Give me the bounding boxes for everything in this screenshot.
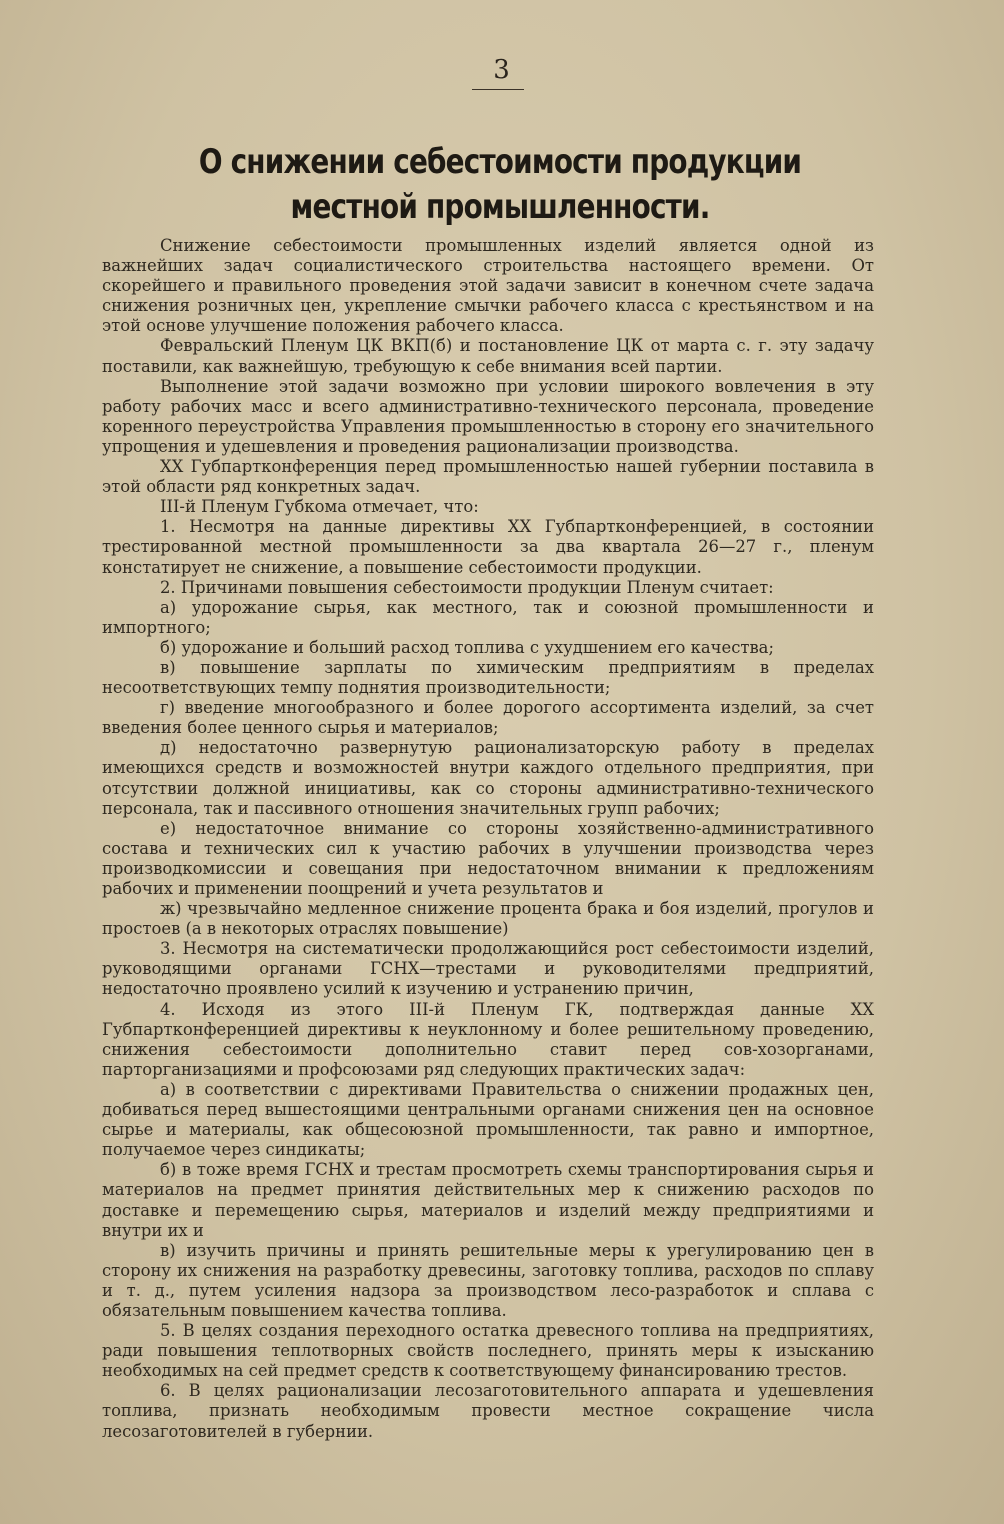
resolution-item: 5. В целях создания переходного остатка древесного топлива на предприятиях, ради повышения теплотворных свойств последнего, принять меры к изысканию необходимых на сей предмет средств к соответствующему финансированию трестов. xyxy=(102,1321,874,1381)
resolution-item: 3. Несмотря на систематически продолжающийся рост себестоимости изделий, руководящими органами ГСНХ—трестами и руководителями предприятий, недостаточно проявлено усилий к изучению и устранению причин, xyxy=(102,939,874,999)
paragraph: Февральский Пленум ЦК ВКП(б) и постановление ЦК от марта с. г. эту задачу поставили, как важнейшую, требующую к себе внимания всей партии. xyxy=(102,336,874,376)
sub-item: ж) чрезвычайно медленное снижение процента брака и боя изделий, прогулов и простоев (а в некоторых отраслях повышение) xyxy=(102,899,874,939)
paragraph: Выполнение этой задачи возможно при условии широкого вовлечения в эту работу рабочих масс и всего административно-технического персонала, проведение коренного переустройства Управления промышленностью в сторону его значительного упрощения и удешевления и проведения рационализации производства. xyxy=(102,376,874,456)
resolution-item: 2. Причинами повышения себестоимости продукции Пленум считает: xyxy=(160,577,774,597)
sub-item: в) изучить причины и принять решительные меры к урегулированию цен в сторону их снижения на разработку древесины, заготовку топлива, расходов по сплаву и т. д., путем усиления надзора за производством лесо-разработок и сплава с обязательным повышением качества топлива. xyxy=(102,1240,874,1320)
resolution-item: 4. Исходя из этого III-й Пленум ГК, подтверждая данные XX Губпартконференцией директивы к неуклонному и более решительному проведению, снижения себестоимости дополнительно ставит перед сов-хозорганами, парторганизациями и профсоюзами ряд следующих практических задач: xyxy=(102,999,874,1079)
resolution-item: 1. Несмотря на данные директивы XX Губпартконференцией, в состоянии трестированной местной промышленности за два квартала 26—27 г., пленум констатирует не снижение, а повышение себестоимости продукции. xyxy=(102,517,874,577)
sub-item: д) недостаточно развернутую рационализаторскую работу в пределах имеющихся средств и возможностей внутри каждого отдельного предприятия, при отсутствии должной инициативы, как со стороны административно-технического персонала, так и пассивного отношения значительных групп рабочих; xyxy=(102,738,874,818)
page-number: 3 xyxy=(493,55,511,85)
paragraph: Снижение себестоимости промышленных изделий является одной из важнейших задач социалистического строительства настоящего времени. От скорейшего и правильного проведения этой задачи зависит в конечном счете задача снижения розничных цен, укрепление смычки рабочего класса с крестьянством и на этой основе улучшение положения рабочего класса. xyxy=(102,236,874,336)
sub-item: г) введение многообразного и более дорогого ассортимента изделий, за счет введения более ценного сырья и материалов; xyxy=(102,698,874,738)
sub-item: б) удорожание и больший расход топлива с ухудшением его качества; xyxy=(160,637,774,657)
sub-item: а) удорожание сырья, как местного, так и союзной промышленности и импортного; xyxy=(102,597,874,637)
sub-item: а) в соответствии с директивами Правительства о снижении продажных цен, добиваться перед вышестоящими центральными органами снижения цен на основное сырье и материалы, как общесоюзной промышленности, так равно и импортное, получаемое через синдикаты; xyxy=(102,1079,874,1160)
body-text xyxy=(102,236,874,1442)
sub-item: б) в тоже время ГСНХ и трестам просмотреть схемы транспортирования сырья и материалов на предмет принятия действительных мер к снижению расходов по доставке и перемещению сырья, материалов и изделий между предприятиями и внутри их и xyxy=(102,1160,874,1240)
sub-item: е) недостаточное внимание со стороны хозяйственно-административного состава и технических сил к участию рабочих в улучшении производства через производкомиссии и совещания при недостаточном внимании к предложениям рабочих и применении поощрений и учета результатов и xyxy=(102,818,874,898)
document-title: О снижении себестоимости продукции местной промышленности. xyxy=(198,142,802,227)
paragraph: III-й Пленум Губкома отмечает, что: xyxy=(160,497,479,517)
resolution-item: 6. В целях рационализации лесозаготовительного аппарата и удешевления топлива, признать необходимым провести местное сокращение числа лесозаготовителей в губернии. xyxy=(102,1381,874,1441)
sub-item: в) повышение зарплаты по химическим предприятиям в пределах несоответствующих темпу поднятия производительности; xyxy=(102,657,874,698)
page-number-rule xyxy=(472,89,524,90)
paragraph: XX Губпартконференция перед промышленностью нашей губернии поставила в этой области ряд конкретных задач. xyxy=(102,457,874,497)
